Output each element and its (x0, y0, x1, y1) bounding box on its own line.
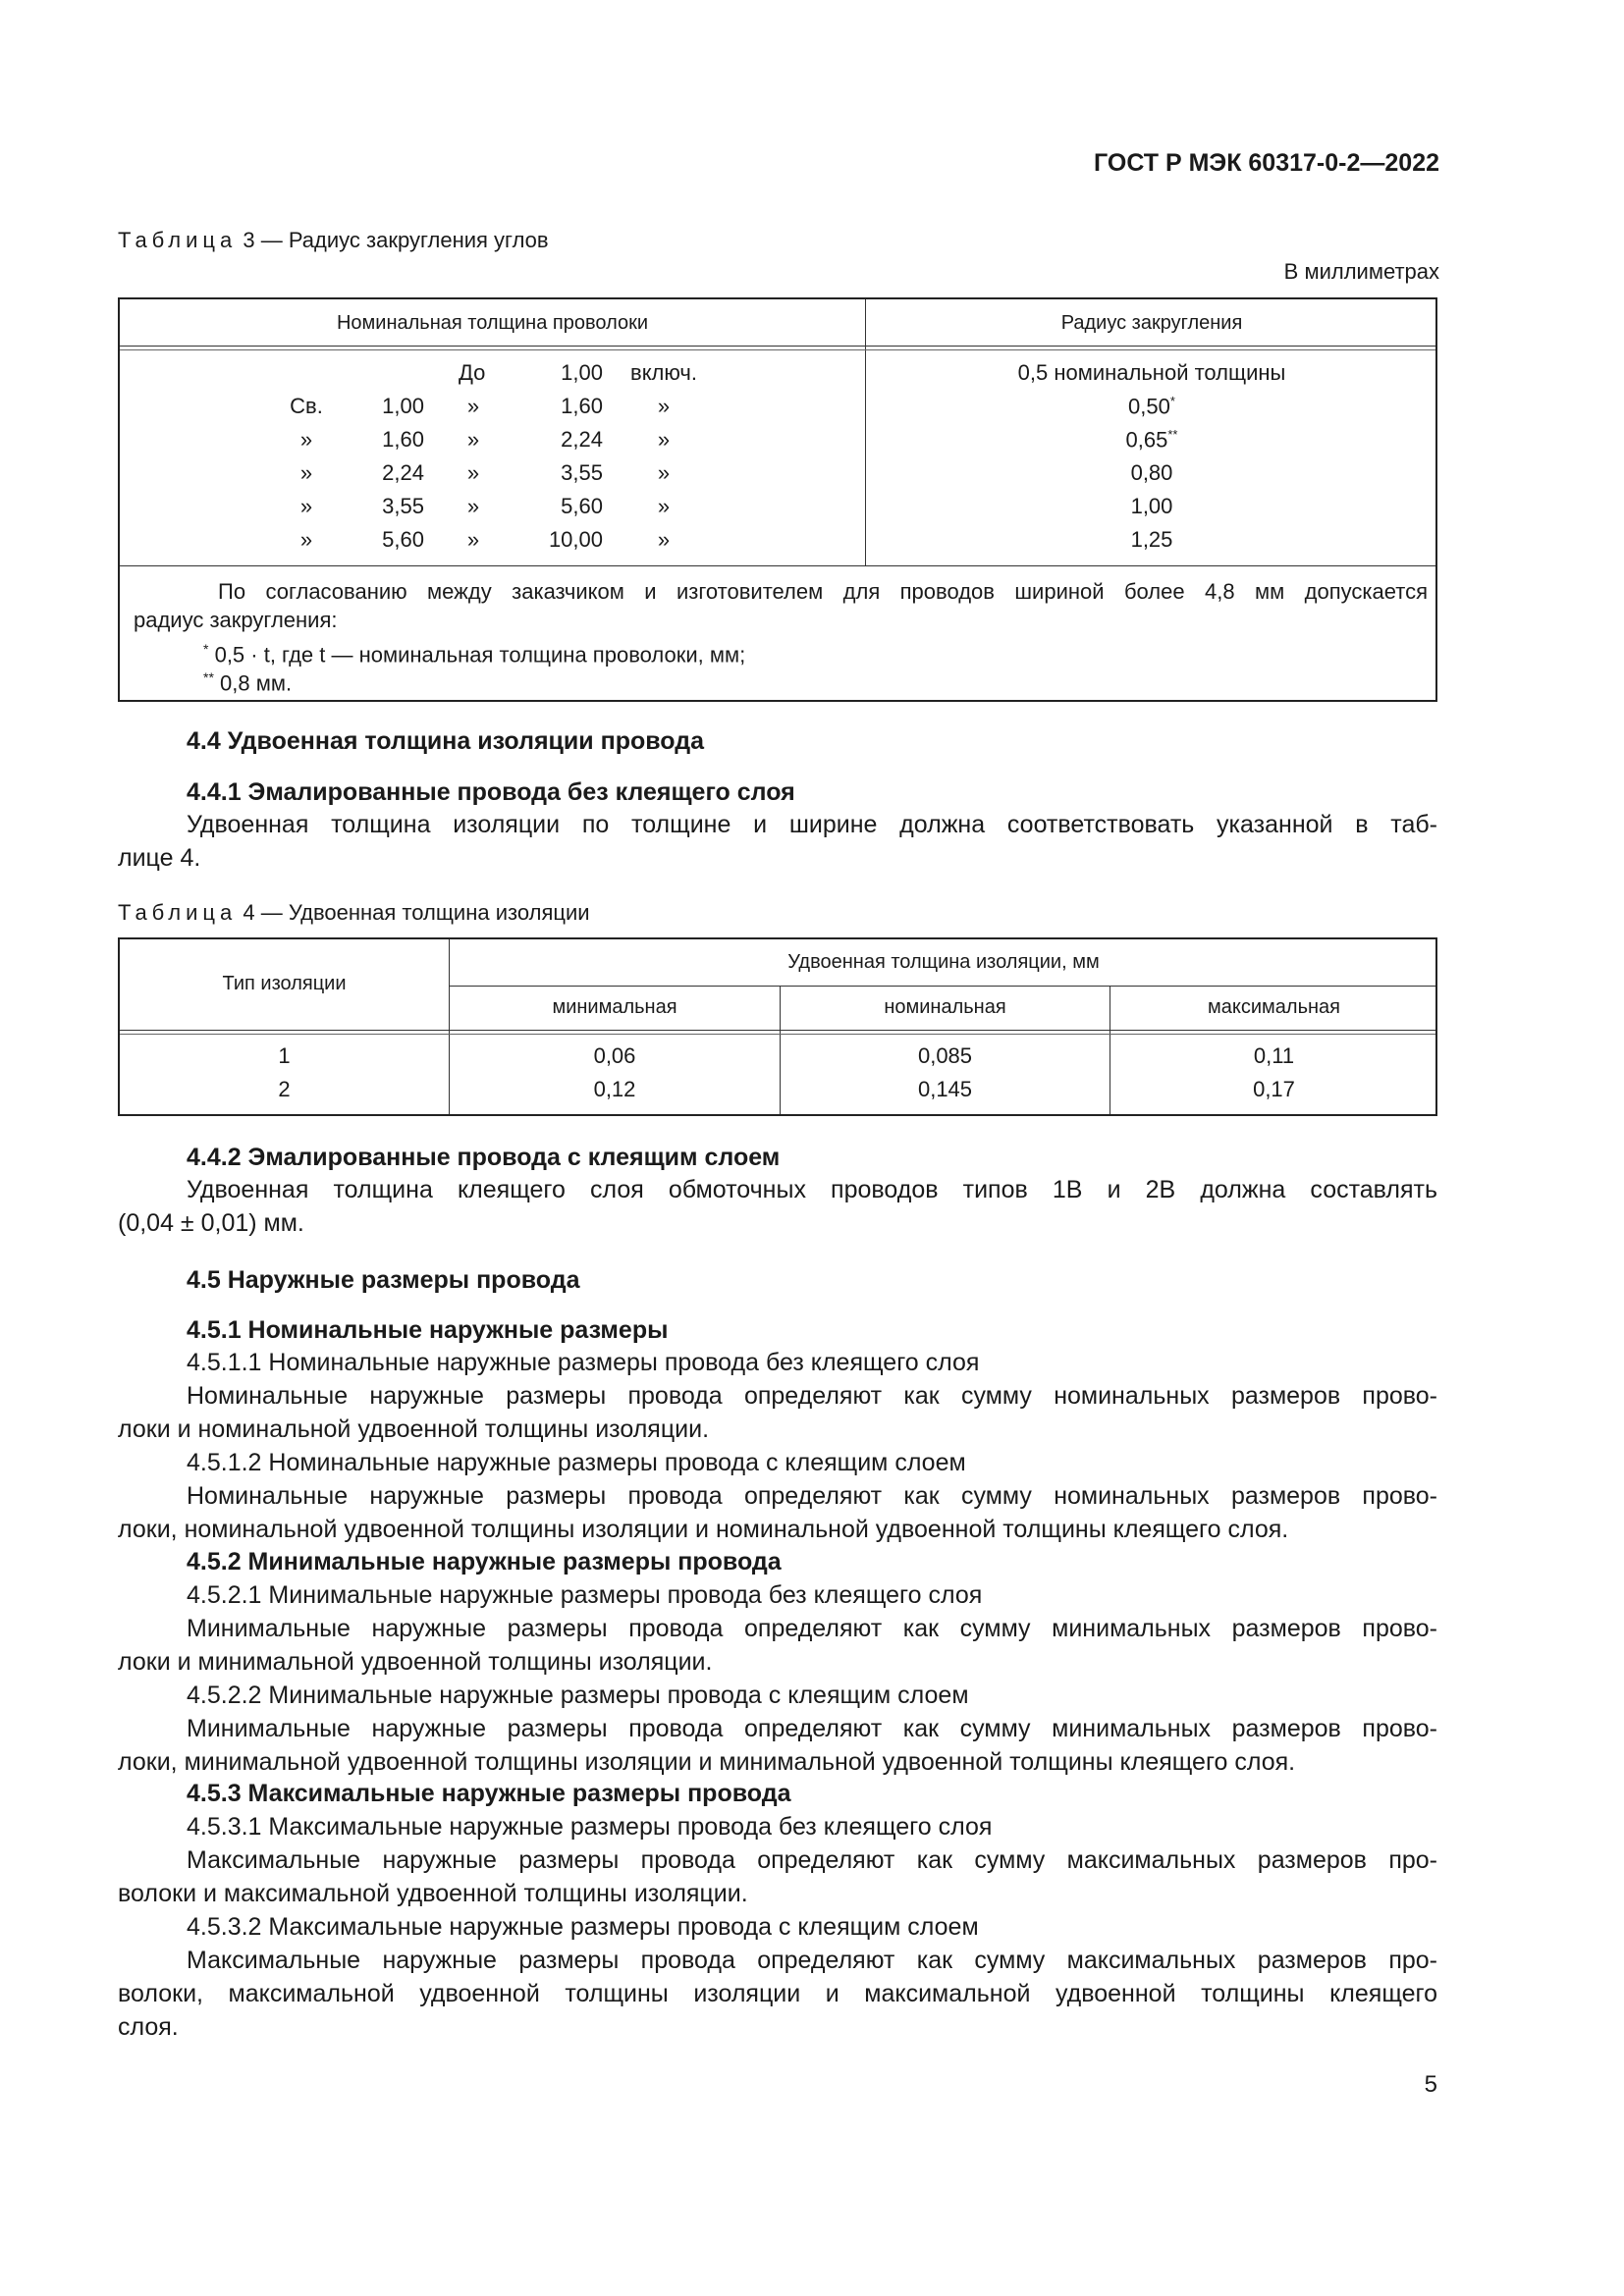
table4-cell-type: 2 (278, 1077, 291, 1101)
document-standard-header: ГОСТ Р МЭК 60317-0-2—2022 (1094, 149, 1439, 177)
table3-note-footnote2: ** 0,8 мм. (203, 669, 293, 696)
table3-row-prefix: Св. (290, 394, 323, 418)
section-4-5-3-2-text-line3: слоя. (118, 2013, 179, 2041)
section-4-5-3-1-text-line2: волоки и максимальной удвоенной толщины изоляции. (118, 1880, 748, 1907)
table3-row-radius: 0,50* (1128, 394, 1175, 419)
section-4-5-3-2-heading: 4.5.3.2 Максимальные наружные размеры провода с клеящим слоем (187, 1913, 979, 1941)
footnote-mark: * (1169, 394, 1175, 408)
table3-row-from: 2,24 (382, 460, 424, 485)
section-4-5-1-title: 4.5.1 Номинальные наружные размеры (187, 1316, 669, 1344)
table4-caption (118, 900, 590, 926)
table3-row-to: 5,60 (561, 494, 603, 518)
table3-row-radius: 1,00 (1130, 494, 1173, 518)
page-number: 5 (1424, 2071, 1437, 2098)
table4-caption-title: 4 — Удвоенная толщина изоляции (243, 900, 590, 925)
table3-row-prefix: » (299, 494, 313, 518)
table4-cell-max: 0,11 (1253, 1043, 1295, 1068)
table3-row-prefix: » (299, 460, 313, 485)
section-4-5-1-1-heading: 4.5.1.1 Номинальные наружные размеры провода без клеящего слоя (187, 1349, 980, 1376)
section-4-5-2-2-text-line2: локи, минимальной удвоенной толщины изоляции и минимальной удвоенной толщины клеящего слоя. (118, 1748, 1296, 1776)
table4-col-type-header: Тип изоляции (222, 973, 347, 994)
section-4-4-2-text-line2: (0,04 ± 0,01) мм. (118, 1209, 304, 1237)
table3-row-prefix: » (299, 527, 313, 552)
footnote-mark: ** (1167, 427, 1178, 442)
table3-row-from: 1,60 (382, 427, 424, 452)
section-4-5-3-2-text-line2: волоки, максимальной удвоенной толщины изоляции и максимальной удвоенной толщины клеящего (118, 1980, 1437, 2007)
table4-group-header: Удвоенная толщина изоляции, мм (787, 951, 1100, 973)
table3-row-suffix: » (657, 394, 671, 418)
table3-row-prefix: » (299, 427, 313, 452)
section-4-5-2-title: 4.5.2 Минимальные наружные размеры провода (187, 1548, 782, 1575)
section-4-5-2-1-text-line1: Минимальные наружные размеры провода определяют как сумму минимальных размеров прово- (187, 1615, 1437, 1642)
table3-row-radius: 1,25 (1130, 527, 1173, 552)
section-4-4-2-title: 4.4.2 Эмалированные провода с клеящим слоем (187, 1144, 781, 1171)
table4 (118, 937, 1437, 1116)
table4-col-nom-header: номинальная (884, 996, 1006, 1018)
table3-note-footnote1: * 0,5 · t, где t — номинальная толщина проволоки, мм; (203, 641, 746, 667)
section-4-5-3-title: 4.5.3 Максимальные наружные размеры провода (187, 1780, 791, 1807)
table3-row-sep: » (466, 427, 480, 452)
section-4-4-1-text-line2: лице 4. (118, 844, 201, 872)
table3-col-thickness-header: Номинальная толщина проволоки (336, 312, 649, 334)
table3-row-sep: » (466, 394, 480, 418)
section-4-4-2-text-line1: Удвоенная толщина клеящего слоя обмоточных проводов типов 1В и 2В должна составлять (187, 1176, 1437, 1203)
section-4-5-2-2-heading: 4.5.2.2 Минимальные наружные размеры провода с клеящим слоем (187, 1682, 969, 1709)
table3-row-suffix: » (657, 427, 671, 452)
table3-row-to: 10,00 (548, 527, 603, 552)
table3-row-from: 5,60 (382, 527, 424, 552)
table4-cell-min: 0,06 (593, 1043, 636, 1068)
section-4-5-3-1-heading: 4.5.3.1 Максимальные наружные размеры провода без клеящего слоя (187, 1813, 993, 1841)
table4-col-min-header: минимальная (552, 996, 677, 1018)
table3-row-suffix: » (657, 494, 671, 518)
section-4-5-1-2-heading: 4.5.1.2 Номинальные наружные размеры провода с клеящим слоем (187, 1449, 966, 1476)
table3-row-from: 1,00 (382, 394, 424, 418)
table4-cell-type: 1 (278, 1043, 291, 1068)
section-4-5-2-2-text-line1: Минимальные наружные размеры провода определяют как сумму минимальных размеров прово- (187, 1715, 1437, 1742)
table3-col-radius-header: Радиус закругления (1060, 312, 1243, 334)
section-4-5-2-1-heading: 4.5.2.1 Минимальные наружные размеры провода без клеящего слоя (187, 1581, 983, 1609)
table4-caption-word: Таблица (118, 900, 238, 925)
table3-row-suffix: » (657, 460, 671, 485)
table3-units: В миллиметрах (1283, 259, 1439, 284)
table3-caption-word: Таблица (118, 228, 238, 252)
table3-note-line2: радиус закругления: (134, 608, 338, 632)
table4-cell-max: 0,17 (1253, 1077, 1295, 1101)
table3-row-from: 3,55 (382, 494, 424, 518)
table3-row-to: 1,60 (561, 394, 603, 418)
table4-cell-min: 0,12 (593, 1077, 636, 1101)
section-4-5-title: 4.5 Наружные размеры провода (187, 1266, 580, 1294)
table3-caption-title: 3 — Радиус закругления углов (243, 228, 549, 252)
table3-row-to: 3,55 (561, 460, 603, 485)
section-4-5-2-1-text-line2: локи и минимальной удвоенной толщины изоляции. (118, 1648, 713, 1676)
section-4-4-title: 4.4 Удвоенная толщина изоляции провода (187, 727, 704, 755)
table3-row-sep: » (466, 460, 480, 485)
section-4-5-1-2-text-line2: локи, номинальной удвоенной толщины изоляции и номинальной удвоенной толщины клеящего слоя. (118, 1516, 1289, 1543)
section-4-5-1-1-text-line1: Номинальные наружные размеры провода определяют как сумму номинальных размеров прово- (187, 1382, 1437, 1410)
section-4-4-1-text-line1: Удвоенная толщина изоляции по толщине и ширине должна соответствовать указанной в таб- (187, 811, 1437, 838)
table3-row-sep: » (466, 527, 480, 552)
table3 (118, 297, 1437, 702)
table3-row-sep: До (459, 360, 486, 385)
section-4-5-1-1-text-line2: локи и номинальной удвоенной толщины изоляции. (118, 1415, 710, 1443)
table3-caption (118, 228, 549, 253)
section-4-5-3-1-text-line1: Максимальные наружные размеры провода определяют как сумму максимальных размеров про- (187, 1846, 1437, 1874)
table3-row-radius: 0,65** (1125, 427, 1178, 453)
table3-row-to: 1,00 (561, 360, 603, 385)
table4-cell-nom: 0,085 (917, 1043, 973, 1068)
table3-row-suffix: включ. (630, 360, 697, 385)
table3-row-sep: » (466, 494, 480, 518)
table3-row-suffix: » (657, 527, 671, 552)
table3-row-radius: 0,5 номинальной толщины (1017, 360, 1286, 385)
table3-note-line1: По согласованию между заказчиком и изготовителем для проводов шириной более 4,8 мм допускается (218, 579, 1428, 604)
section-4-5-1-2-text-line1: Номинальные наружные размеры провода определяют как сумму номинальных размеров прово- (187, 1482, 1437, 1510)
section-4-4-1-title: 4.4.1 Эмалированные провода без клеящего слоя (187, 778, 795, 806)
table3-row-to: 2,24 (561, 427, 603, 452)
table4-cell-nom: 0,145 (917, 1077, 973, 1101)
table4-col-max-header: максимальная (1208, 996, 1340, 1018)
section-4-5-3-2-text-line1: Максимальные наружные размеры провода определяют как сумму максимальных размеров про- (187, 1947, 1437, 1974)
table3-row-radius: 0,80 (1130, 460, 1173, 485)
